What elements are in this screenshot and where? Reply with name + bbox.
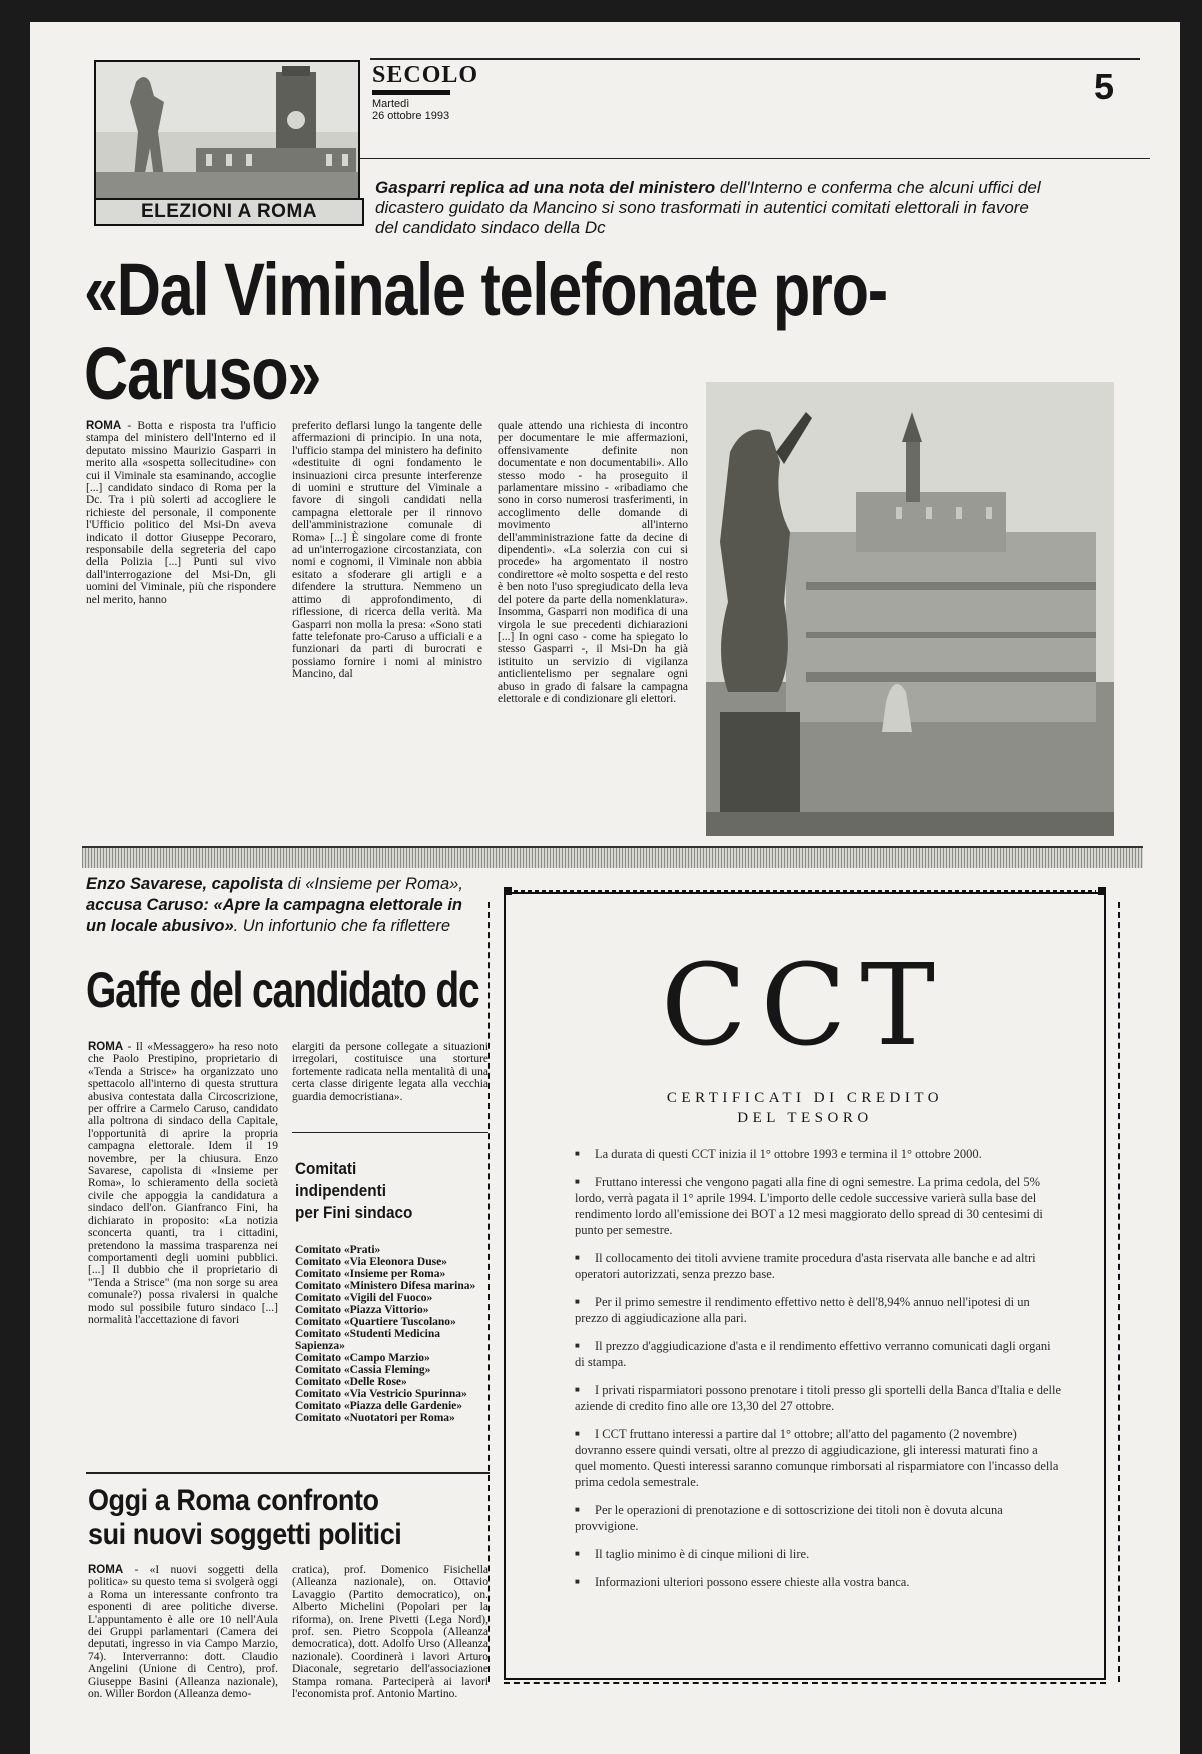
comitato-item: Comitato «Prati» [295, 1244, 381, 1256]
article1-headline: «Dal Viminale telefonate pro-Caruso» [84, 248, 887, 415]
article2-deck-bold: Enzo Savarese, capolista [86, 875, 284, 893]
comitati-title-3: per Fini sindaco [295, 1203, 413, 1222]
ad-border-bottom [504, 1682, 1106, 1690]
article2-deck-mid: di «Insieme per Roma», [283, 875, 463, 893]
article2-deck-text: . Un infortunio che fa riflettere [233, 917, 451, 935]
cct-term: ■ I CCT fruttano interessi a partire dal 1° ottobre; all'atto del pagamento (2 novembre) dovranno essere quindi versati, oltre al prezzo di aggiudicazione, gli interessi maturati fino a quel momento. Questi interessi saranno comunque rimborsati al risparmiatore con l'incasso della prima cedola semestrale. [575, 1426, 1061, 1490]
issue-date [372, 98, 449, 122]
cct-subtitle [504, 1088, 1106, 1128]
capitol-photo [94, 60, 360, 206]
cct-terms-list [575, 1146, 1061, 1602]
ad-border-right [1110, 902, 1120, 1682]
article3-headline-line-2: sui nuovi soggetti politici [88, 1518, 402, 1551]
comitato-item: Comitato «Delle Rose» [295, 1376, 407, 1388]
article2-column-2: elargiti da persone collegate a situazioni irregolari, costituisce una storture fortemente radicata nella mentalità di una certa classe dirigente legata alla vecchia guardia democristiana». [292, 1041, 488, 1103]
comitato-item: Comitato «Cassia Fleming» [295, 1364, 431, 1376]
box-top-rule [292, 1132, 488, 1133]
article3-col1-text: - «I nuovi soggetti della politica» su questo tema si svolgerà oggi a Roma un interessante confronto tra esponenti di aree politiche diverse. L'appuntamento è alle ore 10 nell'Aula dei Gruppi parlamentari (Camera dei deputati, ingresso in via Campo Marzio, 74). Interverranno: dott. Claudio Angelini (Unione di Centro), prof. Giuseppe Basini (Alleanza nazionale), on. Willer Bordon (Alleanza demo- [88, 1564, 278, 1701]
article2-dateline: ROMA [88, 1041, 124, 1053]
cct-term: ■ Per il primo semestre il rendimento effettivo netto è dell'8,94% annuo nell'ipotesi di un prezzo di aggiudicazione alla pari. [575, 1294, 1061, 1326]
masthead: SECOLO [372, 62, 479, 88]
cct-term: ■ Per le operazioni di prenotazione e di sottoscrizione dei titoli non è dovuta alcuna provvigione. [575, 1502, 1061, 1534]
cct-term: ■ Il prezzo d'aggiudicazione d'asta e il rendimento effettivo verranno comunicati dagli organi di stampa. [575, 1338, 1061, 1370]
comitato-item: Comitato «Campo Marzio» [295, 1352, 430, 1364]
ad-border-top [504, 884, 1106, 892]
article1-column-3: quale attendo una richiesta di incontro per documentare le mie affermazioni, offensivamente definite non documentate e non documentabili». Allo stesso modo - ha proseguito il parlamentare missino - «ribadiamo che sono in corso numerosi trasferimenti, in accoglimento delle domande di movimento all'interno dell'amministrazione fatte da decine di dipendenti». «La solerzia con cui si procede» ha argomentato il nostro condirettore «è molto sospetta e del resto è ben noto l'uso spregiudicato della leva del potere da parte della nomenklatura». Insomma, Gasparri non modifica di una virgola le sue precedenti dichiarazioni [...] In ogni caso - come ha spiegato lo stesso Gasparri -, il Msi-Dn ha già istituito un servizio di vigilanza anticlientelismo per segnalare ogni abuso in grado di falsare la campagna elettorale e di condizionare gli elettori. [498, 420, 688, 705]
cct-title: CCT [660, 941, 950, 1071]
cct-term: ■ La durata di questi CCT inizia il 1° ottobre 1993 e termina il 1° ottobre 2000. [575, 1146, 1061, 1162]
comitato-item: Comitato «Studenti Medicina Sapienza» [295, 1328, 441, 1352]
cct-term: ■ Il collocamento dei titoli avviene tramite procedura d'asta riservata alle banche e ad altri operatori autorizzati, senza prezzo base. [575, 1250, 1061, 1282]
header-rule [360, 158, 1150, 159]
article1-dateline: ROMA [86, 420, 122, 432]
issue-date-text: 26 ottobre 1993 [372, 110, 450, 122]
article1-column-1 [86, 420, 276, 840]
article3-dateline: ROMA [88, 1564, 124, 1576]
comitati-title-2: indipendenti [295, 1181, 386, 1200]
article1-deck [375, 178, 1055, 238]
article3-column-1 [88, 1564, 278, 1714]
cct-subtitle-line-1: CERTIFICATI DI CREDITO [666, 1090, 944, 1106]
article1-column-2: preferito deflarsi lungo la tangente delle affermazioni di principio. In una nota, l'ufficio stampa del ministero ha definito «destituite di ogni fondamento le insinuazioni circa presunte interferenze di uomini e strutture del Viminale a favore di singoli candidati nella campagna elettorale per il rinnovo dell'amministrazione comunale di Roma» [...] È singolare come di fronte ad un'interrogazione circostanziata, con nomi e cognomi, il Viminale non abbia esitato a sfoderare gli artigli e a difendere la struttura. Nemmeno un attimo di approfondimento, di riflessione, di ricerca della verità. Ma Gasparri non molla la presa: «Sono stati fatte telefonate pro-Caruso a ufficiali e a funzionari da parti di burocrati e possiamo fornire i nomi al ministro Mancino, dal [292, 420, 482, 681]
masthead-underline [372, 90, 450, 95]
article1-col1-text: - Botta e risposta tra l'ufficio stampa del ministero dell'Interno ed il deputato missino Maurizio Gasparri in merito alla «sospetta sollecitudine» con cui il Viminale sta esaminando, accoglie [...] candidato sindaco di Roma per la Dc. Tra i più solerti ad accogliere le richieste del personale, il componente l'Ufficio politico del Msi-Dn aveva indicato il dottor Giuseppe Pecoraro, responsabile della segreteria del capo della Polizia [...] Punti sul vivo dall'interrogazione del Msi-Dn, gli uomini del Viminale, più che rispondere nel merito, hanno [86, 420, 276, 606]
comitati-box [295, 1158, 491, 1424]
cct-term: ■ Il taglio minimo è di cinque milioni di lire. [575, 1546, 1061, 1562]
article2-deck [86, 874, 486, 937]
comitato-item: Comitato «Piazza Vittorio» [295, 1304, 429, 1316]
top-rule [370, 58, 1140, 60]
comitati-title-1: Comitati [295, 1159, 357, 1178]
article3-headline-line-1: Oggi a Roma confronto [88, 1484, 379, 1517]
comitato-item: Comitato «Via Eleonora Duse» [295, 1256, 447, 1268]
page-number: 5 [1094, 66, 1115, 107]
cct-term: ■ Informazioni ulteriori possono essere chieste alla vostra banca. [575, 1574, 1061, 1590]
article2-column-1 [88, 1041, 278, 1471]
article2-headline: Gaffe del candidato dc [86, 962, 479, 1018]
article1-deck-text: dell'Interno e conferma che alcuni uffici del dicastero guidato da Mancino si sono trasformati in autentici comitati elettorali in favore del candidato sindaco della Dc [375, 178, 1041, 237]
comitato-item: Comitato «Ministero Difesa marina» [295, 1280, 476, 1292]
comitato-item: Comitato «Piazza delle Gardenie» [295, 1400, 463, 1412]
article1-deck-bold: Gasparri replica ad una nota del ministero [375, 178, 716, 197]
newspaper-page [30, 22, 1180, 1754]
cct-subtitle-line-2: DEL TESORO [737, 1110, 873, 1126]
castel-santangelo-photo [706, 382, 1114, 836]
cct-term: ■ I privati risparmiatori possono prenotare i titoli presso gli sportelli della Banca d'Italia e delle aziende di credito fino alle ore 13,30 del 27 ottobre. [575, 1382, 1061, 1414]
section-divider [82, 848, 1143, 868]
section-label: ELEZIONI A ROMA [94, 198, 364, 226]
issue-day: Martedì [372, 98, 410, 110]
comitato-item: Comitato «Vigili del Fuoco» [295, 1292, 433, 1304]
comitato-item: Comitato «Nuotatori per Roma» [295, 1412, 455, 1424]
article2-col1-text: - Il «Messaggero» ha reso noto che Paolo Prestipino, proprietario di «Tenda a Strisce» ha organizzato uno spettacolo all'interno di questa struttura abusiva contestata dalla Circoscrizione, per offrire a Carmelo Caruso, candidato alla poltrona di sindaco della Capitale, l'opportunità di aprire la propria campagna elettorale. Idem il 19 novembre, per la chiusura. Enzo Savarese, capolista di «Insieme per Roma», lo schieramento della società civile che appoggia la candidatura a sindaco dell'on. Gianfranco Fini, ha dichiarato in proposito: «La notizia sconcerta quanti, tra i cittadini, pretendono la massima trasparenza nei comportamenti degli uomini pubblici. [...] Il dubbio che il proprietario di "Tenda a Strisce" (ma non sorge su area comunale?) possa rivalersi in qualche modo sul possibile futuro sindaco [...] normalità l'accettazione di favori [88, 1041, 278, 1326]
cct-term: ■ Fruttano interessi che vengono pagati alla fine di ogni semestre. La prima cedola, del 5% lordo, verrà pagata il 1° aprile 1994. L'importo delle cedole successive varierà sulla base del rendimento lordo all'emissione dei BOT a 12 mesi maggiorato dello spread di 30 centesimi di punto per semestre. [575, 1174, 1061, 1238]
article3-headline [88, 1484, 401, 1552]
article2-deck-bold2: accusa Caruso: «Apre la campagna elettorale in un locale abusivo» [86, 896, 462, 935]
article3-top-rule [86, 1472, 490, 1474]
comitato-item: Comitato «Insieme per Roma» [295, 1268, 446, 1280]
ad-border-left [488, 902, 498, 1682]
article3-column-2: cratica), prof. Domenico Fisichella (Alleanza nazionale), on. Ottavio Lavaggio (Partito democratico), on. Alberto Michelini (Popolari per la riforma), on. Irene Pivetti (Lega Nord), prof. sen. Pietro Scoppola (Alleanza democratica), dott. Adolfo Urso (Alleanza nazionale). Coordinerà i lavori Arturo Diaconale, segretario dell'associazione Stampa romana. Parteciperà ai lavori l'economista prof. Antonio Martino. [292, 1564, 488, 1701]
comitato-item: Comitato «Via Vestricio Spurinna» [295, 1388, 467, 1400]
comitato-item: Comitato «Quartiere Tuscolano» [295, 1316, 456, 1328]
